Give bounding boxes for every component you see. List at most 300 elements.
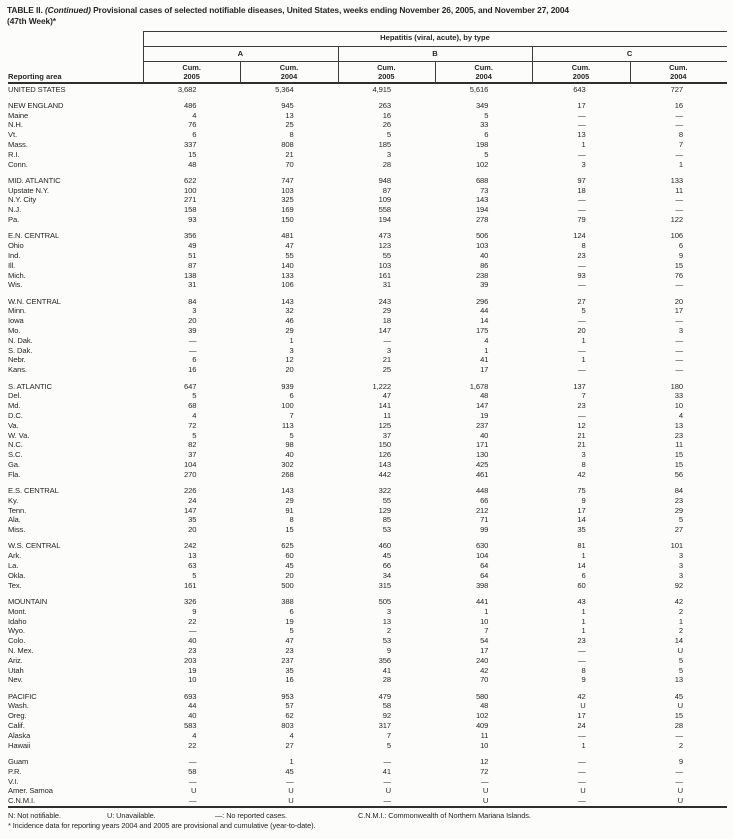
value-cell: U [677,786,683,796]
value-cell: 939 [281,381,294,391]
value-cell: 147 [378,326,391,336]
value-cell: 43 [577,596,586,606]
value-cell: 14 [577,515,586,525]
value-cell: 44 [480,306,489,316]
reporting-area-cell: Vt. [8,130,17,140]
value-cell: 161 [183,580,197,590]
reporting-area-cell: S.C. [8,450,23,460]
value-cell: 1 [678,616,683,626]
value-cell: 583 [183,721,197,731]
table-number-label: TABLE II. [7,5,43,15]
value-cell: 66 [382,561,391,571]
value-cell: 31 [188,280,197,290]
value-cell: U [580,786,586,796]
table-body [8,85,727,806]
table-row [8,101,727,111]
value-cell: 86 [480,260,489,270]
value-cell: 45 [382,551,391,561]
value-cell: 8 [289,515,294,525]
table-row [8,431,727,441]
value-cell: 5 [192,430,197,440]
value-cell: 5 [678,655,683,665]
value-cell: 17 [480,365,489,375]
value-cell: 8 [289,130,294,140]
value-cell: 16 [285,675,294,685]
value-cell: 29 [285,326,294,336]
value-cell: 10 [674,401,683,411]
value-cell: 5,616 [469,84,489,94]
table-row [8,355,727,365]
value-cell: 104 [475,551,489,561]
value-cell: 4 [192,730,197,740]
value-cell: 10 [480,740,489,750]
value-cell: 58 [382,701,391,711]
reporting-area-cell: Utah [8,665,24,675]
table-row [8,450,727,460]
value-cell: 143 [378,459,391,469]
value-cell: 5 [289,430,294,440]
value-cell: 13 [674,675,683,685]
value-cell: 3 [386,606,391,616]
reporting-area-cell: Alaska [8,730,31,740]
value-cell: 14 [480,316,489,326]
table-row [8,692,727,702]
value-cell: 3 [289,345,294,355]
value-cell: 1 [581,616,586,626]
value-cell: 1 [581,355,586,365]
value-cell: 42 [674,596,683,606]
value-cell: 425 [475,459,489,469]
value-cell: 6 [192,130,197,140]
value-cell: 5 [678,515,683,525]
value-cell: 21 [285,149,294,159]
reporting-area-cell: N. Mex. [8,645,34,655]
value-cell: 1 [581,740,586,750]
value-cell: 133 [281,270,294,280]
table-row [8,666,727,676]
reporting-area-cell: Ky. [8,495,19,505]
value-cell: 40 [285,450,294,460]
value-cell: 7 [581,391,586,401]
value-cell: 161 [378,270,391,280]
value-cell: U [677,645,683,655]
value-cell: — [578,655,586,665]
value-cell: 1 [289,756,294,766]
value-cell: — [578,410,586,420]
table-row [8,336,727,346]
table-row [8,786,727,796]
reporting-area-cell: NEW ENGLAND [8,100,64,110]
value-cell: 448 [475,485,489,495]
value-cell: 302 [281,459,294,469]
value-cell: 42 [480,665,489,675]
value-cell: 15 [674,459,683,469]
value-cell: 40 [480,250,489,260]
table-row [8,280,727,290]
value-cell: 39 [188,326,197,336]
reporting-area-cell: Iowa [8,316,24,326]
value-cell: 1 [289,335,294,345]
reporting-area-cell: Wash. [8,701,29,711]
table-row [8,607,727,617]
reporting-area-cell: Ill. [8,260,16,270]
value-cell: — [675,205,683,215]
table-row [8,767,727,777]
value-cell: 11 [383,410,391,420]
value-cell: 6 [484,130,489,140]
value-cell: 57 [285,701,294,711]
value-cell: 25 [382,365,391,375]
value-cell: 15 [674,711,683,721]
reporting-area-cell: Nev. [8,675,23,685]
value-cell: 55 [285,250,294,260]
value-cell: 356 [183,231,197,241]
region-group [8,597,727,685]
value-cell: 130 [475,450,489,460]
reporting-area-cell: Wis. [8,280,23,290]
value-cell: 630 [475,541,489,551]
table-row [8,741,727,751]
table-row [8,571,727,581]
reporting-area-cell: La. [8,561,19,571]
value-cell: 580 [475,691,489,701]
value-cell: 28 [382,675,391,685]
reporting-area-header: Reporting area [8,71,62,81]
value-cell: 7 [484,626,489,636]
value-cell: 4 [192,110,197,120]
column-header-b-2005: Cum. 2005 [377,62,396,81]
value-cell: 103 [475,241,489,251]
value-cell: 23 [188,645,197,655]
value-cell: 104 [183,459,197,469]
value-cell: 238 [475,270,489,280]
value-cell: 16 [674,100,683,110]
column-header-a-2005: Cum. 2005 [182,62,201,81]
value-cell: 106 [670,231,683,241]
value-cell: — [188,626,197,636]
value-cell: 13 [285,110,294,120]
table-row [8,496,727,506]
value-cell: 55 [382,250,391,260]
value-cell: 19 [480,410,489,420]
value-cell: 41 [382,766,391,776]
value-cell: 33 [674,391,683,401]
value-cell: 79 [577,215,586,225]
value-cell: 20 [674,296,683,306]
column-header-c-2005: Cum. 2005 [571,62,591,81]
table-row [8,617,727,627]
value-cell: 14 [674,636,683,646]
value-cell: 64 [480,570,489,580]
value-cell: 169 [281,205,294,215]
value-cell: 13 [188,551,197,561]
value-cell: 198 [475,139,489,149]
value-cell: 15 [188,149,197,159]
value-cell: 325 [281,195,294,205]
value-cell: 26 [382,120,391,130]
value-cell: — [675,110,683,120]
table-row [8,186,727,196]
value-cell: 4,915 [372,84,391,94]
subgroup-label-a: A [237,48,244,58]
reporting-area-cell: N. Dak. [8,335,33,345]
value-cell: 143 [475,195,489,205]
footnote-dash: —: No reported cases. [215,811,287,820]
value-cell: 3 [581,159,586,169]
value-cell: 126 [378,450,391,460]
value-cell: 1 [581,139,586,149]
value-cell: 625 [281,541,294,551]
value-cell: 45 [285,766,294,776]
value-cell: 28 [382,159,391,169]
table-row [8,85,727,95]
table-row [8,120,727,130]
table-row [8,150,727,160]
value-cell: 1 [581,606,586,616]
value-cell: 315 [378,580,391,590]
value-cell: 27 [285,740,294,750]
value-cell: 185 [378,139,391,149]
reporting-area-cell: Del. [8,391,22,401]
value-cell: 4 [678,410,683,420]
value-cell: — [383,776,391,786]
value-cell: 398 [475,580,489,590]
value-cell: 9 [581,675,586,685]
value-cell: 10 [188,675,197,685]
value-cell: 5 [192,570,197,580]
value-cell: 123 [378,241,391,251]
table-row [8,261,727,271]
value-cell: 175 [475,326,489,336]
value-cell: 326 [183,596,197,606]
table-row [8,346,727,356]
value-cell: 6 [289,391,294,401]
value-cell: 15 [285,525,294,535]
column-header-c-2004: Cum. 2004 [669,62,688,81]
value-cell: — [675,120,683,130]
value-cell: — [480,776,489,786]
reporting-area-cell: Mo. [8,326,21,336]
value-cell: 100 [281,401,294,411]
value-cell: 7 [678,139,683,149]
reporting-area-cell: MOUNTAIN [8,596,48,606]
reporting-area-cell: N.C. [8,440,23,450]
value-cell: 140 [281,260,294,270]
reporting-area-cell: Amer. Samoa [8,786,53,796]
value-cell: 647 [183,381,197,391]
value-cell: 102 [475,711,489,721]
value-cell: U [482,796,489,806]
reporting-area-cell: E.S. CENTRAL [8,485,59,495]
value-cell: 237 [281,655,294,665]
value-cell: 19 [188,665,197,675]
value-cell: 479 [378,691,391,701]
table-row [8,411,727,421]
value-cell: 68 [188,401,197,411]
value-cell: — [286,776,294,786]
value-cell: 28 [674,721,683,731]
value-cell: 24 [188,495,197,505]
value-cell: U [580,701,586,711]
value-cell: 91 [285,505,294,515]
header-top-rule [143,31,727,32]
value-cell: — [675,345,683,355]
value-cell: 2 [678,740,683,750]
value-cell: 19 [285,616,294,626]
footnote-u: U: Unavailable. [107,811,156,820]
value-cell: 53 [382,636,391,646]
value-cell: — [675,280,683,290]
value-cell: 4 [192,410,197,420]
value-cell: 29 [674,505,683,515]
value-cell: 44 [188,701,197,711]
table-row [8,701,727,711]
value-cell: — [578,776,586,786]
value-cell: 5 [289,626,294,636]
value-cell: — [188,796,197,806]
value-cell: 1 [484,345,489,355]
value-cell: 271 [183,195,197,205]
value-cell: 322 [378,485,391,495]
value-cell: 58 [188,766,197,776]
reporting-area-cell: Ga. [8,459,20,469]
value-cell: U [677,796,683,806]
value-cell: — [383,335,391,345]
value-cell: 21 [577,440,586,450]
value-cell: 4 [289,730,294,740]
value-cell: 11 [675,440,683,450]
value-cell: 14 [577,561,586,571]
value-cell: 93 [577,270,586,280]
value-cell: 1 [581,335,586,345]
value-cell: 6 [581,570,586,580]
value-cell: 3 [678,561,683,571]
table-row [8,297,727,307]
reporting-area-cell: Mich. [8,270,26,280]
value-cell: 5 [581,306,586,316]
value-cell: 5 [678,665,683,675]
value-cell: 1 [484,606,489,616]
value-cell: 441 [475,596,489,606]
value-cell: 76 [674,270,683,280]
table-row [8,231,727,241]
value-cell: — [188,756,197,766]
table-row [8,581,727,591]
value-cell: — [383,796,391,806]
value-cell: 56 [674,469,683,479]
region-group [8,85,727,95]
reporting-area-cell: Va. [8,420,19,430]
value-cell: 688 [475,175,489,185]
value-cell: 54 [480,636,489,646]
value-cell: 84 [188,296,197,306]
value-cell: 23 [577,401,586,411]
reporting-area-cell: Miss. [8,525,26,535]
value-cell: 8 [581,665,586,675]
column-header-b-2004: Cum. 2004 [474,62,493,81]
value-cell: 41 [480,355,489,365]
value-cell: 3,682 [177,84,197,94]
reporting-area-cell: Tenn. [8,505,27,515]
value-cell: 122 [670,215,683,225]
table-row [8,316,727,326]
value-cell: 31 [382,280,391,290]
value-cell: 5 [484,149,489,159]
reporting-area-cell: S. ATLANTIC [8,381,52,391]
value-cell: 150 [281,215,294,225]
value-cell: 194 [475,205,489,215]
reporting-area-cell: R.I. [8,149,20,159]
value-cell: 953 [281,691,294,701]
value-cell: 72 [188,420,197,430]
reporting-area-cell: Idaho [8,616,27,626]
value-cell: 20 [188,316,197,326]
value-cell: 53 [382,525,391,535]
value-cell: 180 [670,381,683,391]
table-row [8,271,727,281]
value-cell: — [578,756,586,766]
value-cell: 17 [674,306,683,316]
value-cell: 7 [386,730,391,740]
value-cell: 12 [480,756,489,766]
value-cell: U [288,796,294,806]
value-cell: 35 [577,525,586,535]
value-cell: 106 [281,280,294,290]
reporting-area-cell: C.N.M.I. [8,796,36,806]
value-cell: 47 [285,636,294,646]
region-group [8,486,727,535]
value-cell: 103 [378,260,391,270]
table-row [8,391,727,401]
value-cell: 22 [188,616,197,626]
value-cell: 125 [378,420,391,430]
reporting-area-cell: PACIFIC [8,691,37,701]
value-cell: 7 [289,410,294,420]
region-group [8,297,727,375]
value-cell: 137 [573,381,586,391]
value-cell: 25 [285,120,294,130]
reporting-area-cell: N.H. [8,120,23,130]
table-row [8,777,727,787]
value-cell: 9 [678,756,683,766]
value-cell: 2 [386,626,391,636]
reporting-area-cell: Ariz. [8,655,23,665]
region-group [8,101,727,170]
value-cell: 4 [484,335,489,345]
value-cell: 15 [674,450,683,460]
value-cell: 3 [678,551,683,561]
value-cell: 75 [577,485,586,495]
value-cell: 23 [674,495,683,505]
value-cell: 13 [382,616,391,626]
value-cell: 37 [188,450,197,460]
value-cell: 17 [577,505,586,515]
value-cell: 17 [577,100,586,110]
value-cell: 505 [378,596,391,606]
value-cell: 693 [183,691,197,701]
value-cell: 356 [378,655,391,665]
table-row [8,470,727,480]
value-cell: 13 [577,130,586,140]
value-cell: 20 [285,570,294,580]
value-cell: 76 [188,120,197,130]
value-cell: — [578,280,586,290]
reporting-area-cell: D.C. [8,410,23,420]
value-cell: — [675,766,683,776]
table-row [8,486,727,496]
value-cell: 3 [581,450,586,460]
value-cell: 99 [480,525,489,535]
